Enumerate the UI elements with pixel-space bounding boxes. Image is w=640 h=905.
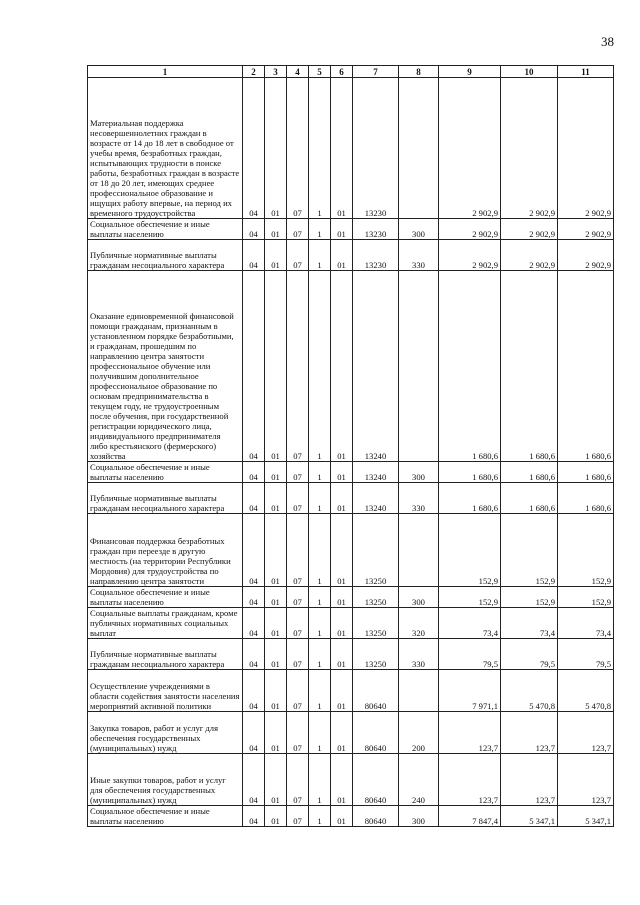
row-name: Финансовая поддержка безработных граждан при переезде в другую местность (на территории Республики Мордовия) для трудоустройства по направлению центра занятости (88, 514, 243, 587)
code-cell: 13250 (353, 587, 399, 608)
code-cell: 01 (265, 483, 287, 514)
table-row (88, 271, 614, 462)
code-cell: 80640 (353, 712, 399, 754)
table-row (88, 587, 614, 608)
amount-cell: 5 347,1 (501, 806, 558, 827)
row-name: Осуществление учреждениями в области содействия занятости населения мероприятий активной политики (88, 670, 243, 712)
row-name: Социальные выплаты гражданам, кроме публичных нормативных социальных выплат (88, 608, 243, 639)
code-cell (399, 514, 439, 587)
code-cell: 01 (265, 670, 287, 712)
amount-cell: 1 680,6 (558, 483, 614, 514)
amount-cell: 79,5 (558, 639, 614, 670)
column-header: 8 (399, 66, 439, 78)
header-row (88, 66, 614, 78)
row-name: Материальная поддержка несовершеннолетних граждан в возрасте от 14 до 18 лет в свободное от учебы время, безработных граждан, испытывающих трудности в поиске работы, безработных граждан в возрасте от 18 до 20 лет, имеющих среднее профессиональное образование и ищущих работу впервые, на период их временного трудоустройства (88, 78, 243, 219)
amount-cell: 152,9 (501, 514, 558, 587)
code-cell: 1 (309, 514, 331, 587)
table-row (88, 514, 614, 587)
code-cell: 04 (243, 587, 265, 608)
code-cell (399, 670, 439, 712)
code-cell: 01 (331, 587, 353, 608)
code-cell: 07 (287, 712, 309, 754)
code-cell: 80640 (353, 670, 399, 712)
amount-cell: 73,4 (439, 608, 501, 639)
code-cell: 200 (399, 712, 439, 754)
amount-cell: 79,5 (501, 639, 558, 670)
column-header: 10 (501, 66, 558, 78)
code-cell: 07 (287, 462, 309, 483)
code-cell: 1 (309, 587, 331, 608)
amount-cell: 1 680,6 (558, 462, 614, 483)
amount-cell: 2 902,9 (501, 240, 558, 271)
code-cell: 01 (265, 639, 287, 670)
code-cell: 04 (243, 483, 265, 514)
column-header: 7 (353, 66, 399, 78)
amount-cell: 123,7 (501, 712, 558, 754)
code-cell: 1 (309, 462, 331, 483)
code-cell: 01 (331, 608, 353, 639)
code-cell: 01 (265, 754, 287, 806)
amount-cell: 7 847,4 (439, 806, 501, 827)
amount-cell: 1 680,6 (439, 271, 501, 462)
code-cell: 01 (331, 240, 353, 271)
amount-cell: 123,7 (439, 754, 501, 806)
code-cell: 04 (243, 670, 265, 712)
code-cell: 04 (243, 806, 265, 827)
row-name: Социальное обеспечение и иные выплаты населению (88, 462, 243, 483)
page-number: 38 (601, 34, 614, 49)
row-name: Публичные нормативные выплаты гражданам несоциального характера (88, 240, 243, 271)
code-cell: 01 (331, 754, 353, 806)
code-cell: 13250 (353, 639, 399, 670)
code-cell: 01 (265, 240, 287, 271)
amount-cell: 152,9 (439, 514, 501, 587)
amount-cell: 1 680,6 (501, 483, 558, 514)
code-cell: 13240 (353, 462, 399, 483)
amount-cell: 123,7 (501, 754, 558, 806)
code-cell: 07 (287, 639, 309, 670)
column-header: 6 (331, 66, 353, 78)
column-header: 1 (88, 66, 243, 78)
code-cell: 01 (265, 271, 287, 462)
amount-cell: 79,5 (439, 639, 501, 670)
amount-cell: 7 971,1 (439, 670, 501, 712)
code-cell: 1 (309, 754, 331, 806)
code-cell: 01 (331, 271, 353, 462)
code-cell: 01 (265, 712, 287, 754)
row-name: Социальное обеспечение и иные выплаты населению (88, 806, 243, 827)
code-cell: 07 (287, 271, 309, 462)
code-cell: 80640 (353, 754, 399, 806)
code-cell (399, 78, 439, 219)
code-cell: 300 (399, 806, 439, 827)
code-cell: 300 (399, 219, 439, 240)
column-header: 3 (265, 66, 287, 78)
code-cell: 01 (331, 806, 353, 827)
code-cell: 07 (287, 806, 309, 827)
code-cell: 01 (265, 608, 287, 639)
amount-cell: 152,9 (439, 587, 501, 608)
code-cell: 1 (309, 240, 331, 271)
amount-cell: 152,9 (558, 587, 614, 608)
row-name: Оказание единовременной финансовой помощи гражданам, признанным в установленном порядке безработными, и гражданам, прошедшим по направлению центра занятости профессиональное обучение или получившим дополнительное профессиональное образование по основам предпринимательства в текущем году, не трудоустроенным после обучения, при государственной регистрации юридического лица, индивидуального предпринимателя либо крестьянского (фермерского) хозяйства (88, 271, 243, 462)
code-cell: 07 (287, 514, 309, 587)
amount-cell: 123,7 (558, 754, 614, 806)
row-name: Публичные нормативные выплаты гражданам несоциального характера (88, 639, 243, 670)
code-cell: 04 (243, 78, 265, 219)
row-name: Социальное обеспечение и иные выплаты населению (88, 587, 243, 608)
code-cell: 330 (399, 483, 439, 514)
code-cell: 01 (265, 514, 287, 587)
amount-cell: 152,9 (558, 514, 614, 587)
amount-cell: 2 902,9 (558, 78, 614, 219)
code-cell: 13230 (353, 78, 399, 219)
code-cell: 07 (287, 240, 309, 271)
column-header: 5 (309, 66, 331, 78)
amount-cell: 5 470,8 (558, 670, 614, 712)
code-cell: 07 (287, 587, 309, 608)
code-cell: 1 (309, 219, 331, 240)
table-row (88, 639, 614, 670)
code-cell: 07 (287, 608, 309, 639)
code-cell: 80640 (353, 806, 399, 827)
row-name: Закупка товаров, работ и услуг для обеспечения государственных (муниципальных) нужд (88, 712, 243, 754)
code-cell: 320 (399, 608, 439, 639)
amount-cell: 123,7 (558, 712, 614, 754)
row-name: Публичные нормативные выплаты гражданам несоциального характера (88, 483, 243, 514)
code-cell: 04 (243, 712, 265, 754)
code-cell: 01 (331, 670, 353, 712)
code-cell: 13240 (353, 483, 399, 514)
code-cell: 01 (331, 712, 353, 754)
code-cell: 13240 (353, 271, 399, 462)
code-cell: 1 (309, 639, 331, 670)
code-cell: 01 (331, 462, 353, 483)
table-row (88, 712, 614, 754)
amount-cell: 2 902,9 (501, 219, 558, 240)
code-cell: 300 (399, 462, 439, 483)
code-cell: 04 (243, 754, 265, 806)
column-header: 2 (243, 66, 265, 78)
code-cell: 04 (243, 639, 265, 670)
code-cell: 01 (265, 587, 287, 608)
code-cell: 01 (265, 219, 287, 240)
amount-cell: 2 902,9 (439, 219, 501, 240)
code-cell (399, 271, 439, 462)
amount-cell: 2 902,9 (501, 78, 558, 219)
code-cell: 04 (243, 462, 265, 483)
code-cell: 13250 (353, 514, 399, 587)
table-row (88, 462, 614, 483)
code-cell: 300 (399, 587, 439, 608)
amount-cell: 123,7 (439, 712, 501, 754)
amount-cell: 152,9 (501, 587, 558, 608)
code-cell: 07 (287, 78, 309, 219)
code-cell: 1 (309, 483, 331, 514)
code-cell: 1 (309, 806, 331, 827)
code-cell: 04 (243, 240, 265, 271)
amount-cell: 1 680,6 (501, 462, 558, 483)
table-row (88, 240, 614, 271)
column-header: 4 (287, 66, 309, 78)
budget-table (87, 65, 614, 827)
code-cell: 04 (243, 514, 265, 587)
code-cell: 330 (399, 240, 439, 271)
column-header: 9 (439, 66, 501, 78)
amount-cell: 1 680,6 (439, 483, 501, 514)
code-cell: 1 (309, 670, 331, 712)
code-cell: 01 (265, 462, 287, 483)
amount-cell: 2 902,9 (558, 240, 614, 271)
column-header: 11 (558, 66, 614, 78)
code-cell: 07 (287, 754, 309, 806)
code-cell: 04 (243, 219, 265, 240)
amount-cell: 1 680,6 (439, 462, 501, 483)
code-cell: 13250 (353, 608, 399, 639)
code-cell: 01 (331, 78, 353, 219)
code-cell: 13230 (353, 219, 399, 240)
amount-cell: 5 470,8 (501, 670, 558, 712)
code-cell: 07 (287, 483, 309, 514)
amount-cell: 5 347,1 (558, 806, 614, 827)
code-cell: 01 (265, 806, 287, 827)
row-name: Иные закупки товаров, работ и услуг для обеспечения государственных (муниципальных) нужд (88, 754, 243, 806)
amount-cell: 73,4 (558, 608, 614, 639)
amount-cell: 1 680,6 (558, 271, 614, 462)
amount-cell: 73,4 (501, 608, 558, 639)
code-cell: 04 (243, 271, 265, 462)
code-cell: 07 (287, 670, 309, 712)
code-cell: 04 (243, 608, 265, 639)
table-row (88, 483, 614, 514)
amount-cell: 2 902,9 (558, 219, 614, 240)
table-row (88, 806, 614, 827)
table-row (88, 670, 614, 712)
code-cell: 01 (265, 78, 287, 219)
code-cell: 01 (331, 219, 353, 240)
code-cell: 1 (309, 608, 331, 639)
code-cell: 1 (309, 78, 331, 219)
code-cell: 1 (309, 271, 331, 462)
table-row (88, 78, 614, 219)
amount-cell: 1 680,6 (501, 271, 558, 462)
amount-cell: 2 902,9 (439, 78, 501, 219)
code-cell: 01 (331, 514, 353, 587)
code-cell: 07 (287, 219, 309, 240)
table-row (88, 608, 614, 639)
table-row (88, 219, 614, 240)
code-cell: 01 (331, 483, 353, 514)
table-row (88, 754, 614, 806)
code-cell: 1 (309, 712, 331, 754)
code-cell: 13230 (353, 240, 399, 271)
code-cell: 01 (331, 639, 353, 670)
row-name: Социальное обеспечение и иные выплаты населению (88, 219, 243, 240)
amount-cell: 2 902,9 (439, 240, 501, 271)
code-cell: 330 (399, 639, 439, 670)
code-cell: 240 (399, 754, 439, 806)
